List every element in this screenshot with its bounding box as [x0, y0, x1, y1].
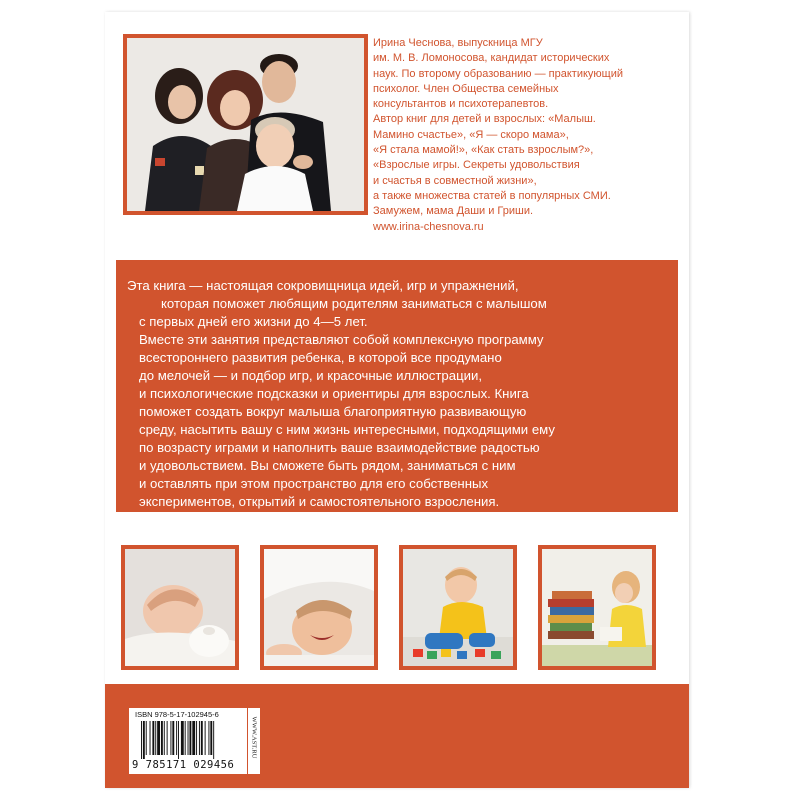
girl-reading-books-photo — [538, 545, 656, 670]
sleeping-baby-photo — [121, 545, 239, 670]
author-website: www.irina-chesnova.ru — [373, 220, 484, 233]
description-line: и оставлять при этом пространство для его собственных — [139, 476, 489, 491]
bio-line: им. М. В. Ломоносова, кандидат исторических — [373, 52, 610, 65]
book-back-cover — [105, 12, 689, 788]
description-line: Вместе эти занятия представляют собой комплексную программу — [139, 332, 544, 347]
bio-line: Автор книг для детей и взрослых: «Малыш. — [373, 113, 596, 126]
isbn-barcode — [129, 708, 247, 774]
bio-line: Ирина Чеснова, выпускница МГУ — [373, 37, 543, 49]
description-line: и психологические подсказки и ориентиры для взрослых. Книга — [139, 386, 529, 401]
description-line: поможет создать вокруг малыша благоприятную развивающую — [139, 404, 527, 419]
publisher-website: WWW.AST.RU — [250, 716, 258, 759]
bio-line: «Взрослые игры. Секреты удовольствия — [373, 159, 580, 172]
description-line: среду, насытить вашу с ним жизнь интересными, подходящими ему — [139, 422, 555, 437]
description-line: Эта книга — настоящая сокровищница идей, игр и упражнений, — [127, 278, 519, 293]
description-line: до мелочей — и подбор игр, и красочные иллюстрации, — [139, 368, 483, 383]
bio-line: наук. По второму образованию — практикующий — [373, 67, 624, 80]
bio-line: а также множества статей в популярных СМИ. — [373, 189, 611, 202]
book-description-text — [127, 277, 555, 511]
bio-line: Замужем, мама Даши и Гриши. — [373, 205, 534, 218]
toddler-playing-illustration — [403, 549, 513, 666]
girl-reading-illustration — [542, 549, 652, 666]
isbn-label: ISBN 978-5-17-102945-6 — [135, 710, 219, 719]
bio-line: и счастья в совместной жизни», — [373, 174, 537, 187]
description-line: всестороннего развития ребенка, в которой все продумано — [139, 350, 502, 365]
description-line: и удовольствием. Вы сможете быть рядом, заниматься с ним — [139, 458, 516, 473]
bio-line: Мамино счастье», «Я — скоро мама», — [373, 128, 569, 141]
book-description-panel — [116, 260, 678, 512]
toddler-playing-photo — [399, 545, 517, 670]
smiling-child-photo — [260, 545, 378, 670]
barcode-digits: 9 785171 029456 — [132, 759, 235, 771]
description-line: экспериментов, открытий и самостоятельного взросления. — [139, 494, 500, 509]
description-line: которая поможет любящим родителям заниматься с малышом — [161, 296, 547, 311]
author-family-photo — [123, 34, 368, 215]
family-photo-illustration — [127, 38, 364, 211]
sleeping-baby-illustration — [125, 549, 235, 666]
family-photo-image — [127, 38, 364, 211]
description-line: с первых дней его жизни до 4—5 лет. — [139, 314, 368, 329]
bio-line: консультантов и психотерапевтов. — [373, 98, 549, 111]
barcode-bars — [141, 721, 241, 759]
bio-line: психолог. Член Общества семейных — [373, 82, 559, 95]
smiling-child-illustration — [264, 549, 374, 666]
publisher-website-strip — [248, 708, 260, 774]
description-line: по возрасту играми и наполнить ваше взаимодействие радостью — [139, 440, 540, 455]
author-bio — [373, 36, 673, 235]
bio-line: «Я стала мамой!», «Как стать взрослым?», — [373, 144, 594, 157]
